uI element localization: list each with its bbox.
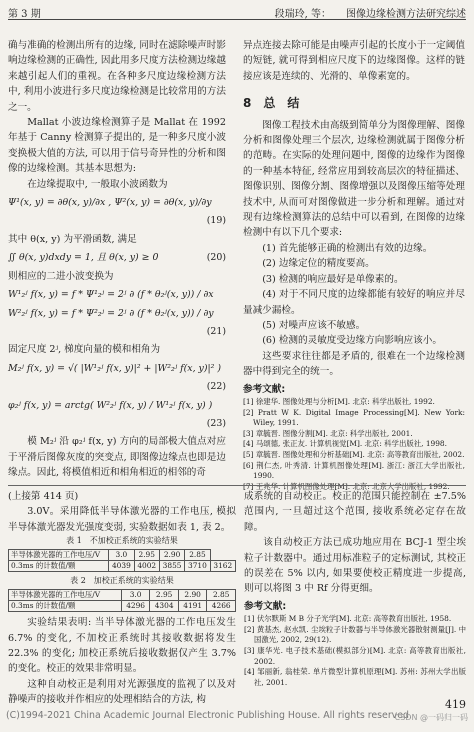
equation-22 bbox=[8, 361, 226, 376]
table-cell: 2.95 bbox=[150, 590, 179, 601]
reference-item: [4] 邹丽新, 翁桂荣. 单片微型计算机原理[M]. 苏州: 苏州大学出版社, 2001. bbox=[244, 667, 466, 687]
table-cell: 3.0 bbox=[121, 590, 150, 601]
table-cell: 0.3ms 的计数值/颗 bbox=[9, 601, 122, 612]
table-cell: 2.95 bbox=[134, 550, 159, 561]
table-caption: 表 2 加校正系统的实验结果 bbox=[70, 576, 174, 586]
table-row bbox=[9, 561, 236, 572]
issue-number: 第 3 期 bbox=[8, 9, 41, 20]
paragraph: 模 M₂ʲ 沿 φ₂ʲ f(x, y) 方向的局部极大值点对应于平滑后图像灰度的突变点, 即图像边缘点也即是边缘点。因此, 将模值相近和相角相近的相邻的奇 bbox=[8, 436, 226, 479]
watermark: CSDN @一码归一码 bbox=[394, 713, 468, 722]
list-item: (6) 检测的灵敏度受边缘方向影响应该小。 bbox=[262, 335, 442, 347]
paragraph: Mallat 小波边缘检测算子是 Mallat 在 1992 年基于 Canny 检测算子提出的, 是一种多尺度小波变换极大值的方法, 可以用于信号奇异性的分析和图像的边缘检测。其基本思想为: bbox=[8, 117, 226, 175]
paragraph: 固定尺度 2ʲ, 梯度向量的模和相角为 bbox=[8, 344, 161, 356]
equation-number-22: (22) bbox=[206, 381, 226, 393]
table-row bbox=[9, 550, 236, 561]
equation-body: M₂ʲ f(x, y) = √( |W¹₂ʲ f(x, y)|² + |W²₂ʲ f(x, y)|² ) bbox=[8, 362, 222, 374]
reference-list bbox=[244, 614, 466, 688]
section-heading: 8 总 结 bbox=[243, 96, 300, 111]
table-cell: 2.90 bbox=[159, 550, 184, 561]
reference-item: [1] 徐建华. 图像处理与分析[M]. 北京: 科学出版社, 1992. bbox=[243, 396, 435, 406]
references-heading: 参考文献: bbox=[244, 600, 287, 612]
table-1 bbox=[8, 549, 236, 572]
paragraph: 图像工程技术由高级到简单分为图像理解、图像分析和图像处理三个层次, 边缘检测就属于图像分析的范畴。在实际的处理问题中, 图像的边缘作为图像的一种基本特征, 经常应用到较高层次的特征描述、图像识别、图像分割、图像增强以及图像压缩等处理技术中, 从而可对图像做进一步分析和理解。通过对现有边缘检测算法的总结中可以看到, 在图像的边缘检测中有以下几个要求: bbox=[243, 119, 465, 239]
list-item: (5) 对噪声应该不敏感。 bbox=[262, 319, 366, 331]
equation-number-20: (20) bbox=[206, 252, 226, 264]
reference-item: [2] Pratt W K. Digital Image Processing[M]. New York: Wiley, 1991. bbox=[243, 407, 465, 428]
reference-item: [4] 马颂德, 张正友. 计算机视觉[M]. 北京: 科学出版社, 1998. bbox=[243, 439, 447, 449]
page-footer bbox=[6, 698, 468, 722]
reference-item: [3] 章毓晋. 图像分割[M]. 北京: 科学出版社, 2001. bbox=[243, 428, 413, 438]
table-caption: 表 1 不加校正系统的实验结果 bbox=[66, 536, 178, 546]
copyright-line: (C)1994-2021 China Academic Journal Electronic Publishing House. All rights reserved. bbox=[6, 710, 412, 721]
equation-number-19: (19) bbox=[206, 215, 226, 227]
reference-item: [1] 伏尔默斯 M B 分子光学[M]. 北京: 高等教育出版社, 1958. bbox=[244, 614, 452, 624]
running-header bbox=[8, 5, 466, 20]
header-authors-title: 段瑞玲, 等： 图像边缘检测方法研究综述 bbox=[274, 9, 466, 20]
paragraph: 确与准确的检测出所有的边缘, 同时在滤除噪声时影响边缘检测的正确性, 因此用多尺度方法检测边缘越来越引起人们的重视。在各种多尺度边缘检测方法中, 利用小波进行多尺度边缘检测是比较常用的方法之一。 bbox=[8, 40, 226, 113]
paragraph: 该自动校正方法已成功地应用在 BCJ-1 型尘埃粒子计数器中。通过用标准粒子的定标测试, 其校正的误差在 5% 以内, 如果要使校正精度进一步提高, 则可以将图 3 中 Rf 分得更细。 bbox=[244, 537, 466, 595]
table-cell: 半导体激光器的工作电压/V bbox=[9, 550, 109, 561]
paragraph: 成系统的自动校正。校正的范围只能控制在 ±7.5% 范围内, 一旦超过这个范围, 接收系统必定存在故障。 bbox=[244, 491, 466, 533]
table-2 bbox=[8, 589, 236, 612]
equation-number bbox=[8, 324, 226, 339]
lower-left-column bbox=[8, 489, 236, 708]
table-row bbox=[9, 590, 236, 601]
references-heading: 参考文献: bbox=[243, 383, 286, 395]
paragraph: 在边缘提取中, 一般取小波函数为 bbox=[27, 178, 168, 190]
equation-number bbox=[8, 213, 226, 228]
upper-right-column bbox=[243, 38, 465, 492]
paragraph: 3.0V。采用降低半导体激光器的工作电压, 模拟半导体激光器发光强度变弱, 实验数据如表 1, 表 2。 bbox=[8, 506, 236, 533]
paragraph: 这些要求往往都是矛盾的, 很难在一个边缘检测器中得到完全的统一。 bbox=[243, 350, 465, 378]
table-cell: 3.0 bbox=[109, 550, 134, 561]
equation-number-23: (23) bbox=[206, 417, 226, 429]
equation-19 bbox=[8, 195, 226, 210]
table-cell: 3162 bbox=[210, 561, 235, 572]
table-cell: 3855 bbox=[159, 561, 184, 572]
reference-item: [3] 康华光. 电子技术基础(模拟部分)[M]. 北京: 高等教育出版社, 2002. bbox=[244, 646, 466, 666]
equation-20 bbox=[8, 250, 226, 265]
paragraph: 则相应的二进小波变换为 bbox=[8, 270, 114, 282]
page-number: 419 bbox=[445, 698, 466, 711]
list-item: (2) 边缘定位的精度要高。 bbox=[262, 258, 375, 270]
reference-list bbox=[243, 397, 465, 492]
reference-item: [6] 荆仁杰, 叶秀清. 计算机图像处理[M]. 浙江: 浙江大学出版社, 1990. bbox=[243, 460, 465, 481]
paragraph: 其中 θ(x, y) 为平滑函数, 满足 bbox=[8, 233, 137, 245]
equation-body: φ₂ʲ f(x, y) = arctg( W²₂ʲ f(x, y) / W¹₂ʲ f(x, y) ) bbox=[8, 399, 213, 411]
table-cell: 4266 bbox=[207, 601, 236, 612]
table-cell: 4304 bbox=[150, 601, 179, 612]
table-row bbox=[9, 601, 236, 612]
equation-number bbox=[8, 416, 226, 431]
reference-item: [7] 王兆华. 计算机图像处理[M]. 北京: 北京大学出版社, 1992. bbox=[243, 481, 450, 491]
paragraph: 这种自动校正是利用对光源强度的监视了以及对静噪声的接收并作相应的处理相结合的方法, 构 bbox=[8, 678, 236, 706]
reference-item: [2] 黄基杰, 赵水凯. 尘埃粒子计数器与半导体激光器散射测量[J]. 中国激光, 2002, 29(12). bbox=[244, 624, 466, 645]
equation-body: W¹₂ʲ f(x, y) = f * Ψ¹₂ʲ = 2ʲ ∂ (f * θ₂ʲ(x, y)) / ∂x bbox=[8, 289, 214, 301]
equation-number bbox=[8, 379, 226, 394]
lower-right-column bbox=[244, 489, 466, 688]
upper-left-column bbox=[8, 38, 226, 481]
continuation-note: (上接第 414 页) bbox=[8, 491, 79, 502]
table-cell: 2.90 bbox=[178, 590, 207, 601]
equation-number-21: (21) bbox=[206, 325, 226, 337]
paragraph: 异点连接去除可能是由噪声引起的长度小于一定阈值的短链, 就可得到相应尺度下的边缘图像。这样的链接应该是连续的、光滑的、单像素宽的。 bbox=[243, 40, 465, 82]
list-item: (1) 首先能够正确的检测出有效的边缘。 bbox=[262, 242, 433, 254]
table-cell: 2.85 bbox=[207, 590, 236, 601]
table-cell: 4039 bbox=[109, 561, 134, 572]
equation-21b bbox=[8, 306, 226, 321]
table-cell: 4296 bbox=[121, 601, 150, 612]
list-item: (3) 检测的响应最好是单像素的。 bbox=[262, 273, 404, 285]
article-divider bbox=[8, 485, 466, 486]
reference-item: [5] 章毓晋. 图像处理和分析基础[M]. 北京: 高等教育出版社, 2002. bbox=[243, 449, 465, 459]
equation-body: W²₂ʲ f(x, y) = f * Ψ²₂ʲ = 2ʲ ∂ (f * θ₂ʲ(x, y)) / ∂y bbox=[8, 307, 214, 319]
table-cell: 4191 bbox=[178, 601, 207, 612]
table-cell: 半导体激光器的工作电压/V bbox=[9, 590, 122, 601]
paragraph: 实验结果表明: 当半导体激光器的工作电压发生 6.7% 的变化, 不加校正系统时其接收数据将发生 22.3% 的变化; 加校正系统后接收数据仅产生 3.7% 的变化。校正的效果非常明显。 bbox=[8, 617, 236, 675]
table-cell: 0.3ms 的计数值/颗 bbox=[9, 561, 109, 572]
equation-body: Ψ¹(x, y) = ∂θ(x, y)/∂x , Ψ²(x, y) = ∂θ(x, y)/∂y bbox=[8, 197, 212, 209]
table-cell: 3710 bbox=[185, 561, 210, 572]
table-cell: 4002 bbox=[134, 561, 159, 572]
equation-21a bbox=[8, 287, 226, 302]
equation-body: ∬ θ(x, y)dxdy = 1, 且 θ(x, y) ≥ 0 bbox=[8, 252, 159, 264]
table-cell: 2.85 bbox=[185, 550, 210, 561]
equation-23 bbox=[8, 398, 226, 413]
list-item: (4) 对于不同尺度的边缘都能有较好的响应并尽量减少漏检。 bbox=[243, 289, 465, 316]
